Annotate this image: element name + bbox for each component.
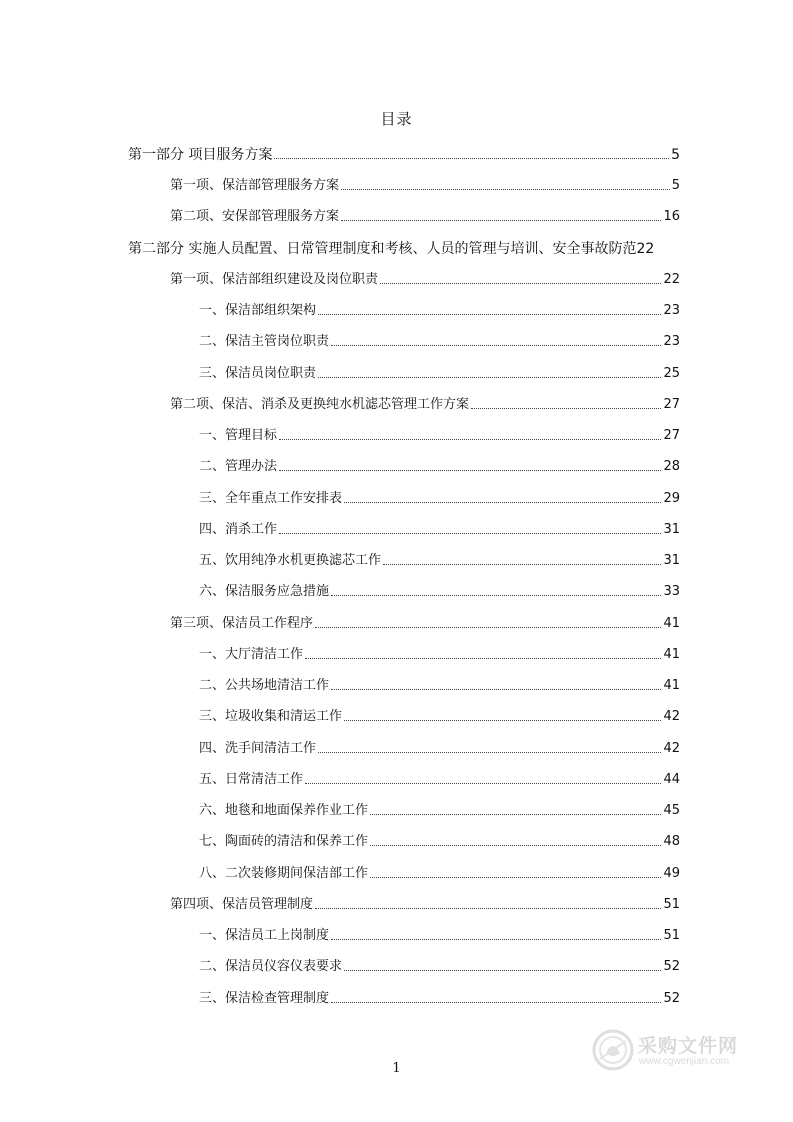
- toc-entry-label: 二、管理办法: [199, 459, 278, 474]
- toc-entry-page: 42: [663, 709, 680, 724]
- watermark-title: 采购文件网: [638, 1035, 739, 1057]
- toc-entry[interactable]: [199, 299, 680, 319]
- toc-entry[interactable]: [170, 268, 680, 288]
- toc-entry-page: 29: [663, 491, 680, 506]
- toc-entry[interactable]: [199, 549, 680, 569]
- watermark-url: www.cgwenjian.com: [639, 1056, 730, 1067]
- toc-entry-label: 一、管理目标: [199, 428, 278, 443]
- toc-entry-page: 51: [663, 897, 680, 912]
- toc-entry-page: 41: [663, 647, 680, 662]
- toc-entry-label: 三、垃圾收集和清运工作: [199, 709, 343, 724]
- toc-entry-label: 二、保洁员仪容仪表要求: [199, 959, 343, 974]
- toc-entry-page: 27: [663, 428, 680, 443]
- toc-entry-page: 16: [663, 209, 680, 224]
- toc-entry[interactable]: [199, 705, 680, 725]
- toc-entry-page: 52: [663, 991, 680, 1006]
- toc-entry-label: 七、陶面砖的清洁和保养工作: [199, 834, 369, 849]
- toc-entry[interactable]: [199, 987, 680, 1007]
- toc-entry[interactable]: [199, 768, 680, 788]
- toc-entry-label: 第二项、保洁、消杀及更换纯水机滤芯管理工作方案: [170, 397, 470, 412]
- toc-entry-page: 25: [663, 366, 680, 381]
- toc-entry[interactable]: [170, 174, 680, 194]
- toc-entry-page: 41: [663, 678, 680, 693]
- toc-entry-label: 第四项、保洁员管理制度: [170, 897, 314, 912]
- toc-entry-label: 一、保洁部组织架构: [199, 303, 317, 318]
- toc-entry-label: 一、大厅清洁工作: [199, 647, 304, 662]
- toc-entry-page: 5: [671, 147, 680, 163]
- toc-entry-page: 45: [663, 803, 680, 818]
- toc-entry[interactable]: [170, 612, 680, 632]
- toc-entry[interactable]: [128, 237, 680, 257]
- toc-entry[interactable]: [199, 674, 680, 694]
- toc-entry-label: 第一部分 项目服务方案: [128, 147, 273, 163]
- toc-entry-label: 三、全年重点工作安排表: [199, 491, 343, 506]
- toc-entry-page: 22: [636, 241, 655, 257]
- toc-entry-label: 五、日常清洁工作: [199, 772, 304, 787]
- toc-entry[interactable]: [199, 362, 680, 382]
- toc-entry-label: 第三项、保洁员工作程序: [170, 616, 314, 631]
- toc-entry[interactable]: [199, 924, 680, 944]
- toc-entry[interactable]: [199, 330, 680, 350]
- toc-entry-page: 51: [663, 928, 680, 943]
- toc-entry-label: 六、地毯和地面保养作业工作: [199, 803, 369, 818]
- toc-entry-page: 44: [663, 772, 680, 787]
- toc-entry[interactable]: [199, 580, 680, 600]
- toc-entry-page: 42: [663, 741, 680, 756]
- toc-entry-page: 5: [671, 178, 680, 193]
- toc-entry-label: 第二项、安保部管理服务方案: [170, 209, 340, 224]
- page-number: 1: [392, 1061, 401, 1076]
- toc-entry-page: 31: [663, 553, 680, 568]
- toc-entry[interactable]: [199, 643, 680, 663]
- toc-entry-label: 一、保洁员工上岗制度: [199, 928, 330, 943]
- toc-entry-label: 四、消杀工作: [199, 522, 278, 537]
- toc-entry-page: 52: [663, 959, 680, 974]
- toc-entry[interactable]: [199, 424, 680, 444]
- toc-entry[interactable]: [170, 893, 680, 913]
- toc-entry[interactable]: [199, 862, 680, 882]
- toc-entry[interactable]: [199, 455, 680, 475]
- toc-entry-page: 33: [663, 584, 680, 599]
- toc-entry-label: 四、洗手间清洁工作: [199, 741, 317, 756]
- toc-entry[interactable]: [199, 518, 680, 538]
- toc-entry[interactable]: [199, 737, 680, 757]
- toc-entry-page: 23: [663, 303, 680, 318]
- toc-entry[interactable]: [199, 799, 680, 819]
- toc-entry-page: 27: [663, 397, 680, 412]
- toc-entry-label: 三、保洁员岗位职责: [199, 366, 317, 381]
- toc-entry-label: 三、保洁检查管理制度: [199, 991, 330, 1006]
- toc-entry-label: 第一项、保洁部管理服务方案: [170, 178, 340, 193]
- toc-entry-label: 第二部分 实施人员配置、日常管理制度和考核、人员的管理与培训、安全事故防范: [128, 241, 637, 257]
- toc-entry-label: 八、二次装修期间保洁部工作: [199, 866, 369, 881]
- toc-entry-label: 第一项、保洁部组织建设及岗位职责: [170, 272, 379, 287]
- toc-entry[interactable]: [199, 830, 680, 850]
- toc-entry[interactable]: [170, 393, 680, 413]
- toc-entry-page: 22: [663, 272, 680, 287]
- toc-entry-page: 31: [663, 522, 680, 537]
- toc-entry-label: 二、公共场地清洁工作: [199, 678, 330, 693]
- toc-entry[interactable]: [199, 955, 680, 975]
- toc-entry-label: 五、饮用纯净水机更换滤芯工作: [199, 553, 382, 568]
- toc-entry[interactable]: [128, 143, 680, 163]
- toc-entry[interactable]: [170, 205, 680, 225]
- toc-entry-page: 28: [663, 459, 680, 474]
- toc-entry-label: 二、保洁主管岗位职责: [199, 334, 330, 349]
- toc-entry-label: 六、保洁服务应急措施: [199, 584, 330, 599]
- toc-entry[interactable]: [199, 487, 680, 507]
- toc-entry-page: 23: [663, 334, 680, 349]
- toc-title: 目录: [380, 110, 413, 128]
- toc-entry-page: 49: [663, 866, 680, 881]
- toc-entry-page: 41: [663, 616, 680, 631]
- toc-entry-page: 48: [663, 834, 680, 849]
